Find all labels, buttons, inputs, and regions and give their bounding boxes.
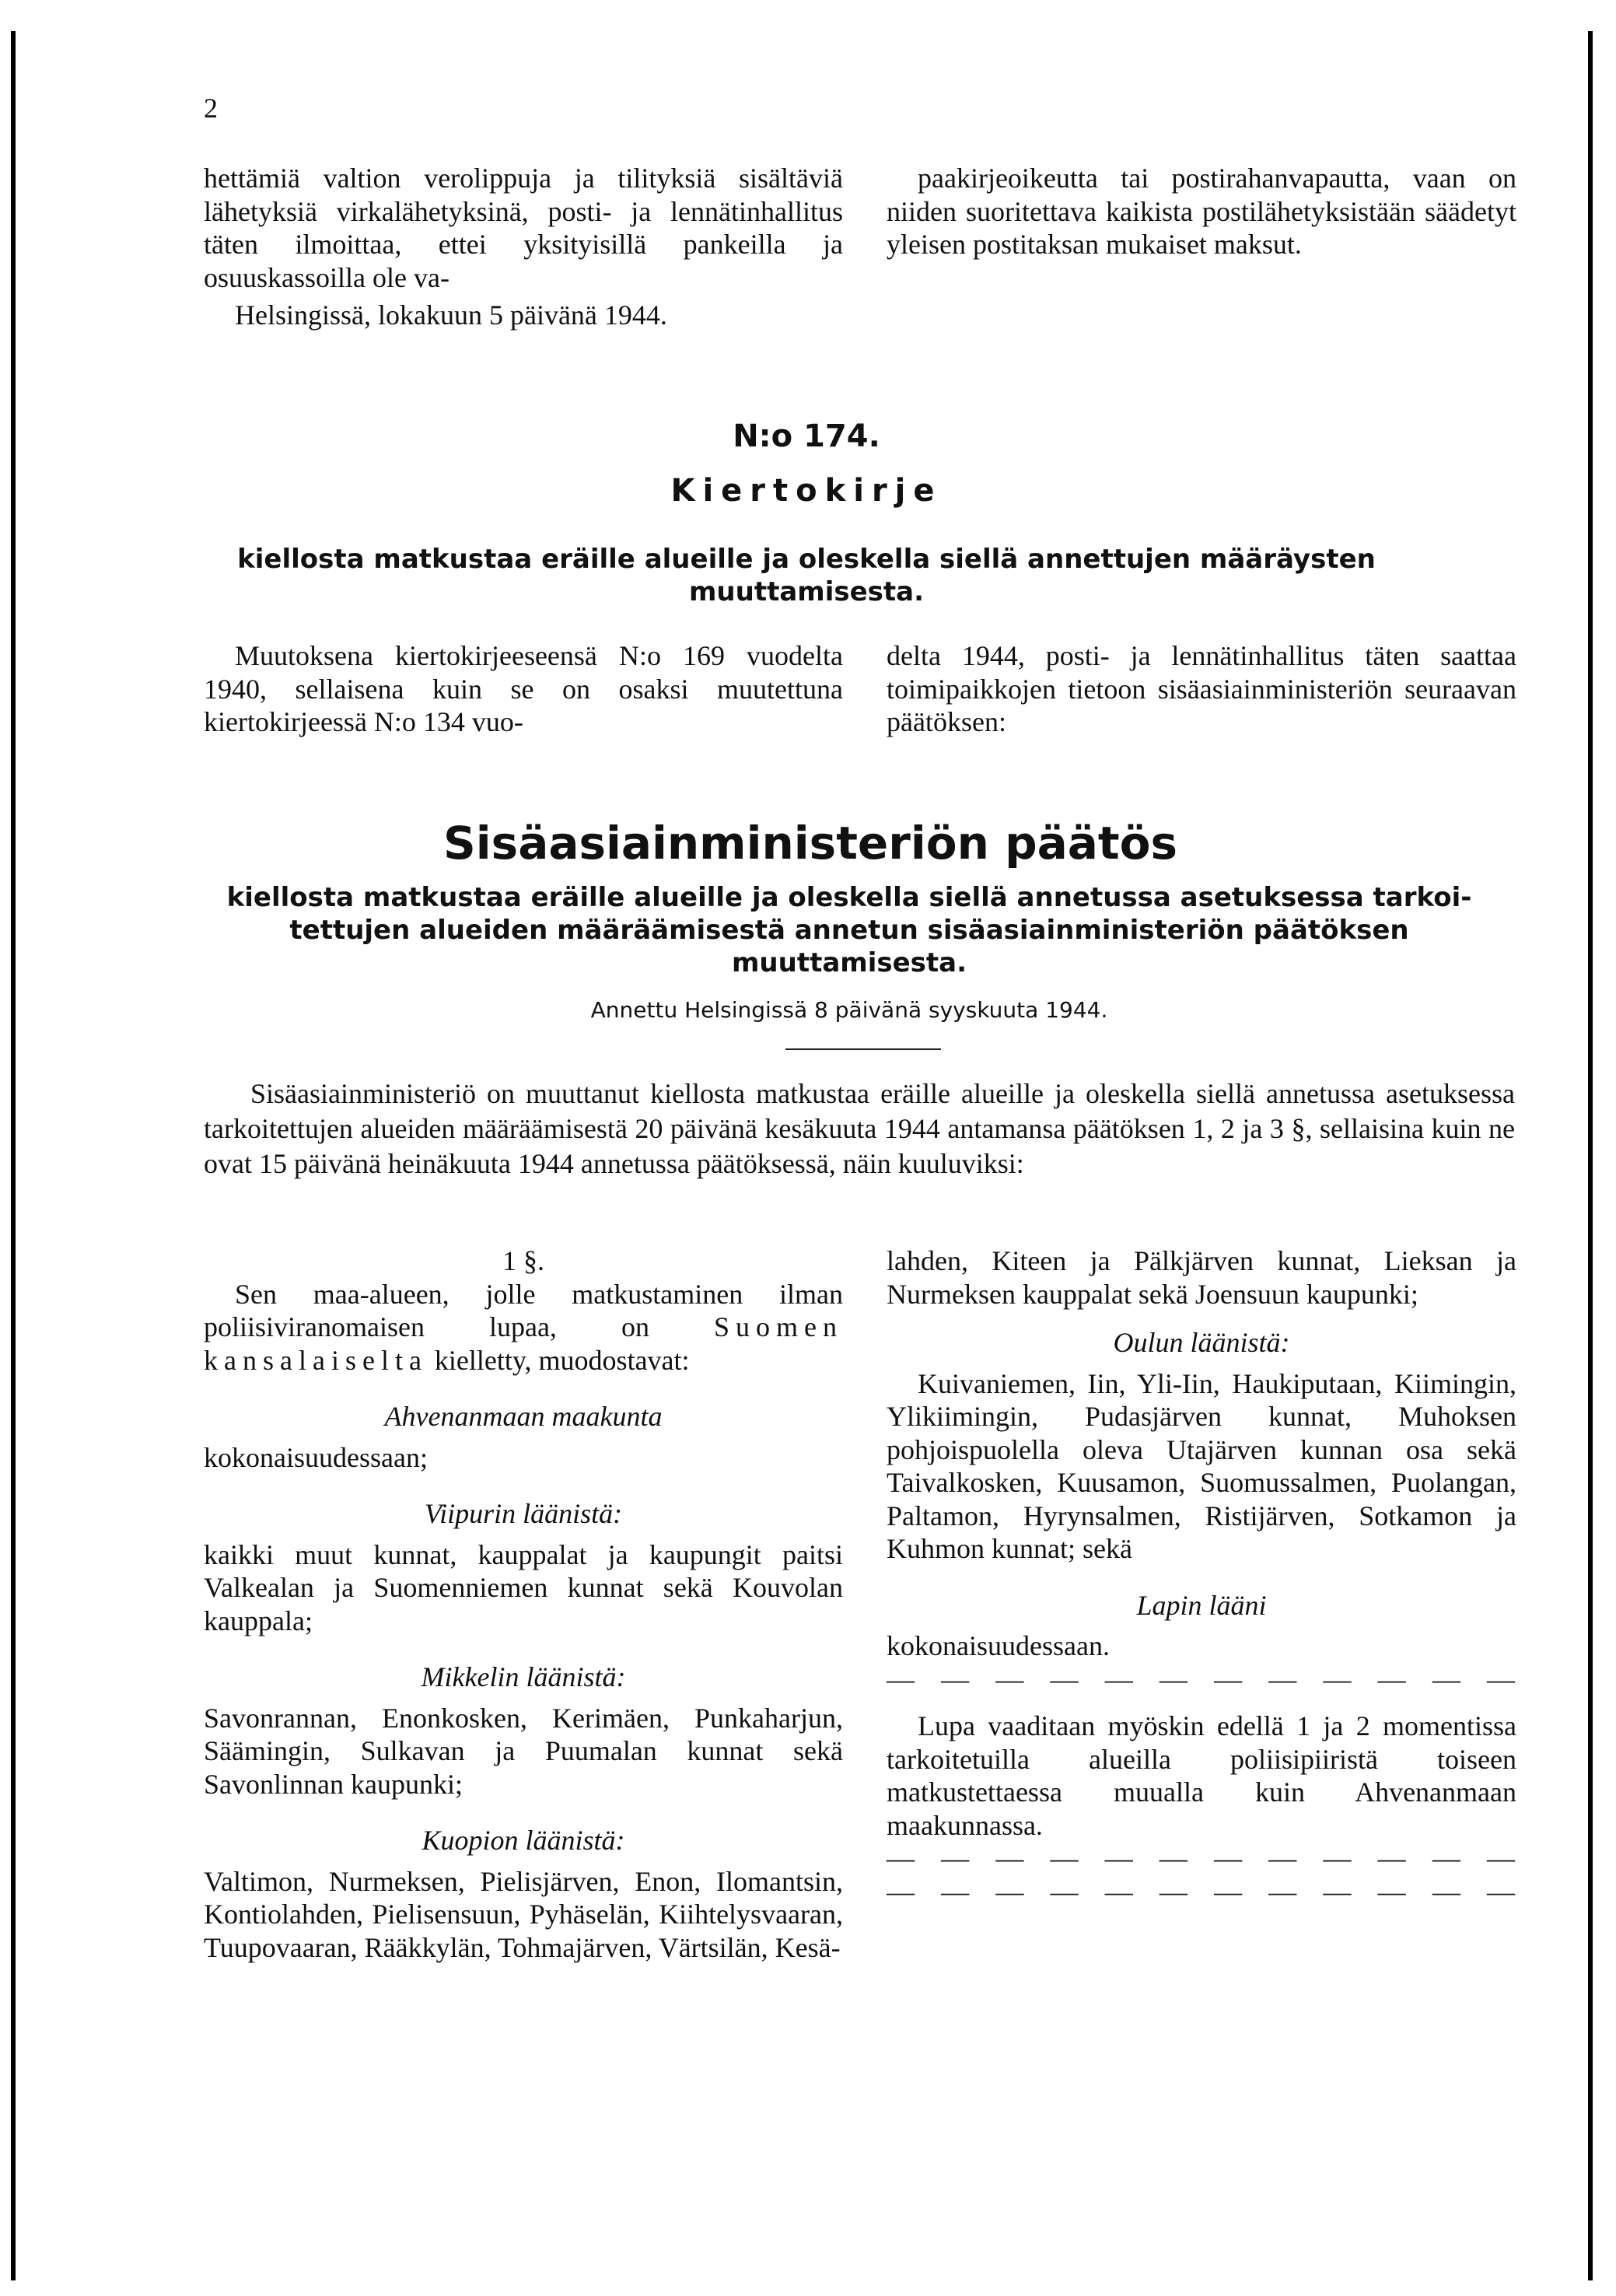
oulu-text: Kuivaniemen, Iin, Yli-Iin, Haukiputaan, Kiimingin, Ylikiimingin, Pudasjärven kunnat, Muhoksen pohjoispuolella oleva Utajärven kunnan osa sekä Taivalkosken, Kuusamon, Suomussalmen, Puolangan, Paltamon, Hyrynsalmen, Ristijärven, Sotkamon ja Kuhmon kunnat; sekä [887,1367,1516,1564]
circular-body-left-text: Muutoksena kiertokirjeeseensä N:o 169 vuodelta 1940, sellaisena kuin se on osaksi muutettuna kiertokirjeessä N:o 134 vuo- [204,640,843,737]
mikkeli-heading: Mikkelin läänistä: [421,1661,626,1692]
circular-body-right-text: delta 1944, posti- ja lennätinhallitus täten saattaa toimipaikkojen tietoon sisäasiainministeriön seuraavan päätöksen: [887,640,1516,737]
decision-subtitle-line3: muuttamisesta. [731,947,967,978]
decision-intro: Sisäasiainministeriö on muuttanut kiellosta matkustaa eräille alueille ja oleskella siellä annetussa asetuksessa tarkoitettujen alueiden määräämisestä 20 päivänä kesäkuuta 1944 antamansa päätöksen 1, 2 ja 3 §, sellaisina kuin ne ovat 15 päivänä heinäkuuta 1944 annetussa päätöksessä, näin kuuluviksi: [204,1078,1515,1179]
kuopio-continued: lahden, Kiteen ja Pälkjärven kunnat, Lieksan ja Nurmeksen kauppalat sekä Joensuun kaupunki; [887,1245,1516,1310]
section1-intro-a: Sen maa-alueen, jolle matkustaminen ilman poliisiviranomaisen lupaa, on [204,1278,843,1342]
page-number: 2 [204,93,218,124]
circular-body-right [887,639,1516,739]
top-left-column [204,162,843,332]
ahvenanmaa-text: kokonaisuudessaan; [204,1441,428,1473]
dash-line-2: — — — — — — — — — — — — [887,1843,1516,1874]
top-right-column [887,162,1516,261]
scan-edge-left [11,31,16,2280]
kuopio-heading: Kuopion läänistä: [421,1825,625,1856]
section1-right-column [887,1244,1516,1908]
ahvenanmaa-heading: Ahvenanmaan maakunta [384,1401,663,1432]
decision-title: Sisäasiainministeriön päätös [443,817,1177,870]
circular-heading: Kiertokirje [670,473,943,509]
section1-left-column [204,1244,843,1964]
section1-intro-spaced: Suomen kansalaiselta [204,1311,844,1376]
decision-subtitle-line1: kiellosta matkustaa eräille alueille ja oleskella siellä annetussa asetuksessa tarkoi- [226,882,1472,913]
decision-subtitle-line2: tettujen alueiden määräämisestä annetun sisäasiainministeriön päätöksen [289,915,1409,946]
circular-subtitle-line2: muuttamisesta. [688,576,924,607]
dash-line-1: — — — — — — — — — — — — [887,1663,1516,1695]
mikkeli-text: Savonrannan, Enonkosken, Kerimäen, Punkaharjun, Säämingin, Sulkavan ja Puumalan kunnat sekä Savonlinnan kaupunki; [204,1702,843,1800]
section1-intro [204,1278,843,1377]
kuopio-text: Valtimon, Nurmeksen, Pielisjärven, Enon, Ilomantsin, Kontiolahden, Pielisensuun, Pyhäselän, Kiihtelysvaaran, Tuupovaaran, Rääkkylän, Tohmajärven, Värtsilän, Kesä- [204,1865,843,1963]
circular-number: N:o 174. [733,418,880,454]
oulu-heading: Oulun läänistä: [1113,1327,1290,1358]
decision-subtitle [204,881,1495,979]
signature-line: Helsingissä, lokakuun 5 päivänä 1944. [235,299,667,331]
circular-subtitle [204,543,1409,608]
top-right-paragraph: paakirjeoikeutta tai postirahanvapautta, vaan on niiden suoritettava kaikista postilähetyksistään säädetyt yleisen postitaksan mukaiset maksut. [887,163,1516,260]
circular-body-left [204,639,843,739]
circular-subtitle-line1: kiellosta matkustaa eräille alueille ja oleskella siellä annettujen määräysten [237,544,1376,575]
viipuri-text: kaikki muut kunnat, kauppalat ja kaupungit paitsi Valkealan ja Suomenniemen kunnat sekä Kouvolan kauppala; [204,1538,843,1636]
section1-intro-b: kielletty, muodostavat: [434,1344,690,1376]
decision-date: Annettu Helsingissä 8 päivänä syyskuuta 1944. [590,997,1108,1023]
lappi-text: kokonaisuudessaan. [887,1630,1110,1661]
lappi-heading: Lapin lääni [1136,1589,1267,1621]
separator-rule [785,1048,941,1050]
viipuri-heading: Viipurin läänistä: [424,1498,623,1529]
scan-edge-right [1588,31,1593,2280]
dash-line-3: — — — — — — — — — — — — [887,1875,1516,1907]
lupa-text: Lupa vaaditaan myöskin edellä 1 ja 2 momentissa tarkoitetuilla alueilla poliisipiiristä toiseen matkustettaessa muualla kuin Ahvenanmaan maakunnassa. [887,1710,1516,1841]
top-left-paragraph: hettämiä valtion verolippuja ja tilityksiä sisältäviä lähetyksiä virkalähetyksinä, posti- ja lennätinhallitus täten ilmoittaa, ettei yksityisillä pankeilla ja osuuskassoilla ole va- [204,163,843,293]
section-symbol: 1 §. [502,1245,544,1276]
